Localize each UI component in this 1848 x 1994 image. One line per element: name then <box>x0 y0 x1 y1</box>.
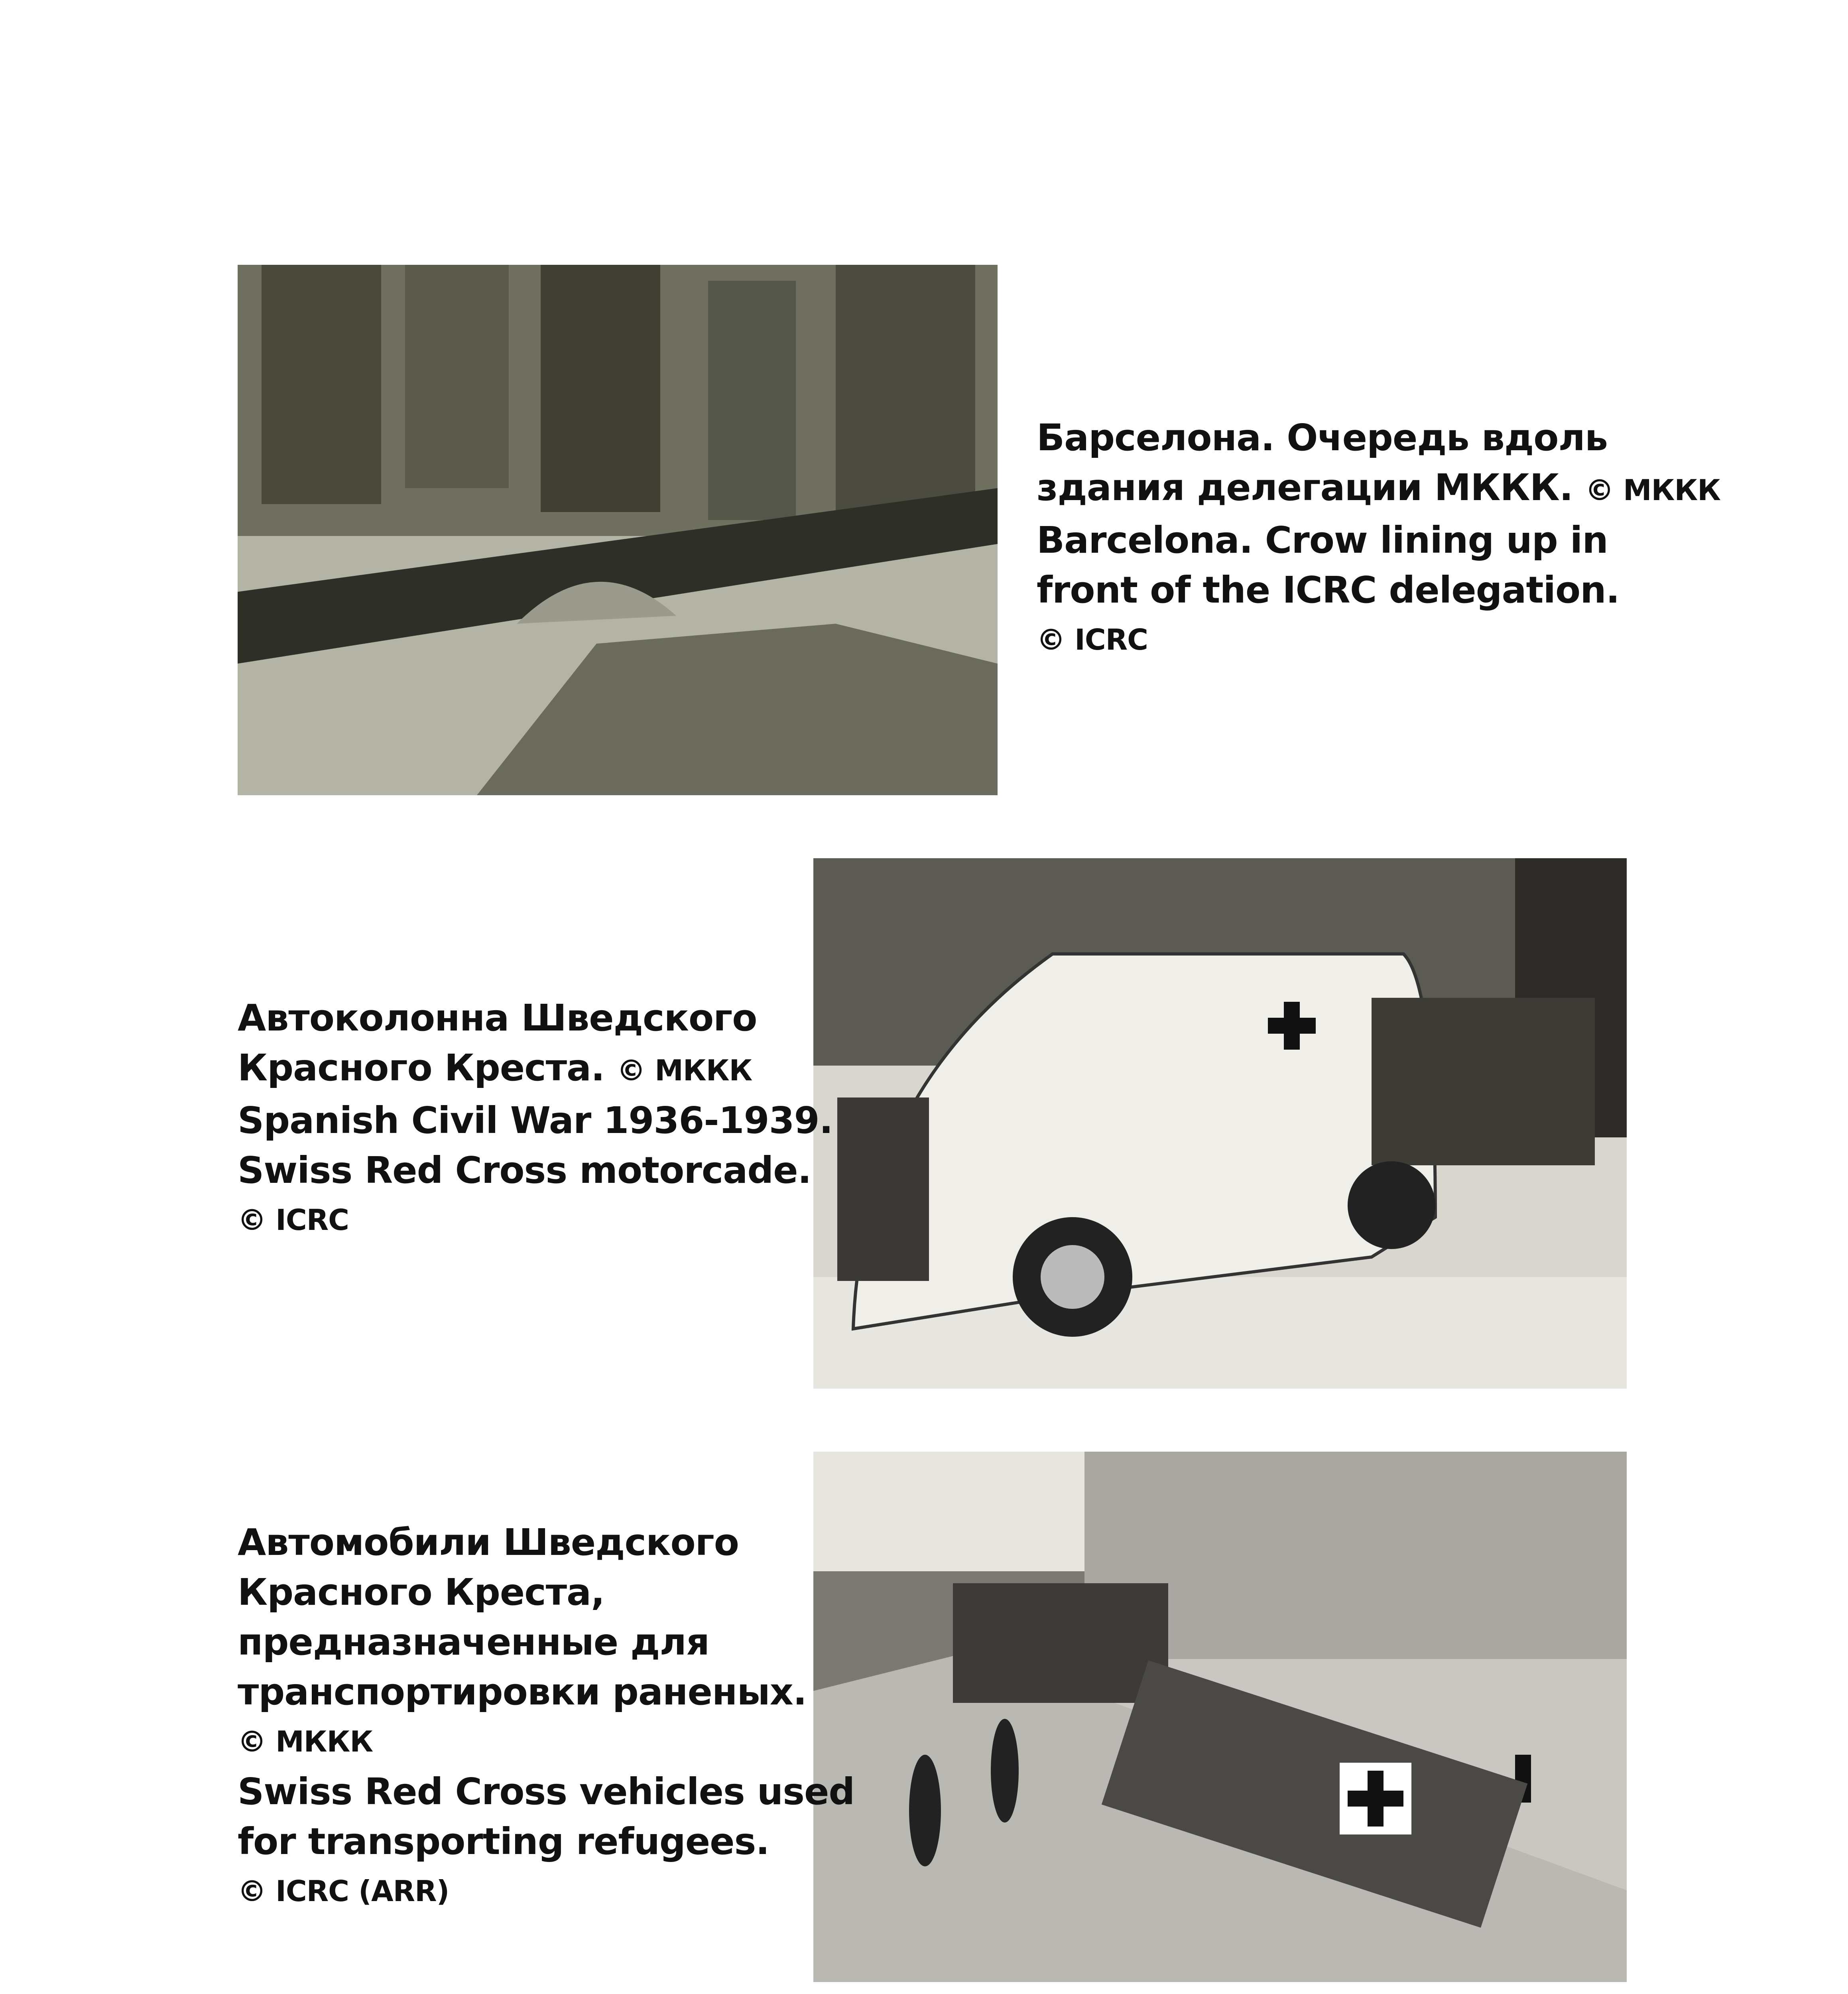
credit-ru: © МККК <box>1585 473 1721 507</box>
credit-en: © ICRC <box>238 1203 349 1237</box>
caption-ru-line <box>238 1043 833 1096</box>
photo-barcelona-queue-image <box>238 265 998 795</box>
caption-barcelona <box>1037 413 1720 665</box>
photo-motorcade-image <box>813 858 1627 1389</box>
caption-ru-text: Красного Креста. <box>238 1046 605 1089</box>
photo-red-cross-vehicles <box>813 1452 1627 1982</box>
caption-en-line: for transporting refugees. <box>238 1820 770 1863</box>
caption-ru-line: предназначенные для <box>238 1621 709 1663</box>
caption-en-line: Spanish Civil War 1936-1939. <box>238 1099 833 1142</box>
photo-red-cross-vehicles-image <box>813 1452 1627 1982</box>
caption-ru-line <box>1037 463 1720 515</box>
credit-ru: © МККК <box>617 1054 752 1087</box>
credit-en: © ICRC (ARR) <box>238 1874 449 1908</box>
caption-ru-line: Автоколонна Шведского <box>238 997 757 1039</box>
caption-ru-line: Автомобили Шведского <box>238 1521 739 1564</box>
credit-en: © ICRC <box>1037 623 1148 656</box>
photo-motorcade <box>813 858 1627 1389</box>
caption-en-line: Barcelona. Crow lining up in <box>1037 519 1608 562</box>
caption-en-line: front of the ICRC delegation. <box>1037 569 1620 611</box>
caption-vehicles <box>238 1517 854 1916</box>
credit-ru: © МККК <box>238 1725 373 1758</box>
caption-motorcade <box>238 993 833 1245</box>
photo-barcelona-queue <box>238 265 998 795</box>
caption-ru-line: транспортировки раненых. <box>238 1671 807 1713</box>
caption-ru-text: здания делегации МККК. <box>1037 466 1573 509</box>
caption-en-line: Swiss Red Cross motorcade. <box>238 1149 811 1192</box>
caption-ru-line: Красного Креста, <box>238 1571 605 1614</box>
caption-ru-line: Барселона. Очередь вдоль <box>1037 416 1608 459</box>
caption-en-line: Swiss Red Cross vehicles used <box>238 1770 855 1813</box>
